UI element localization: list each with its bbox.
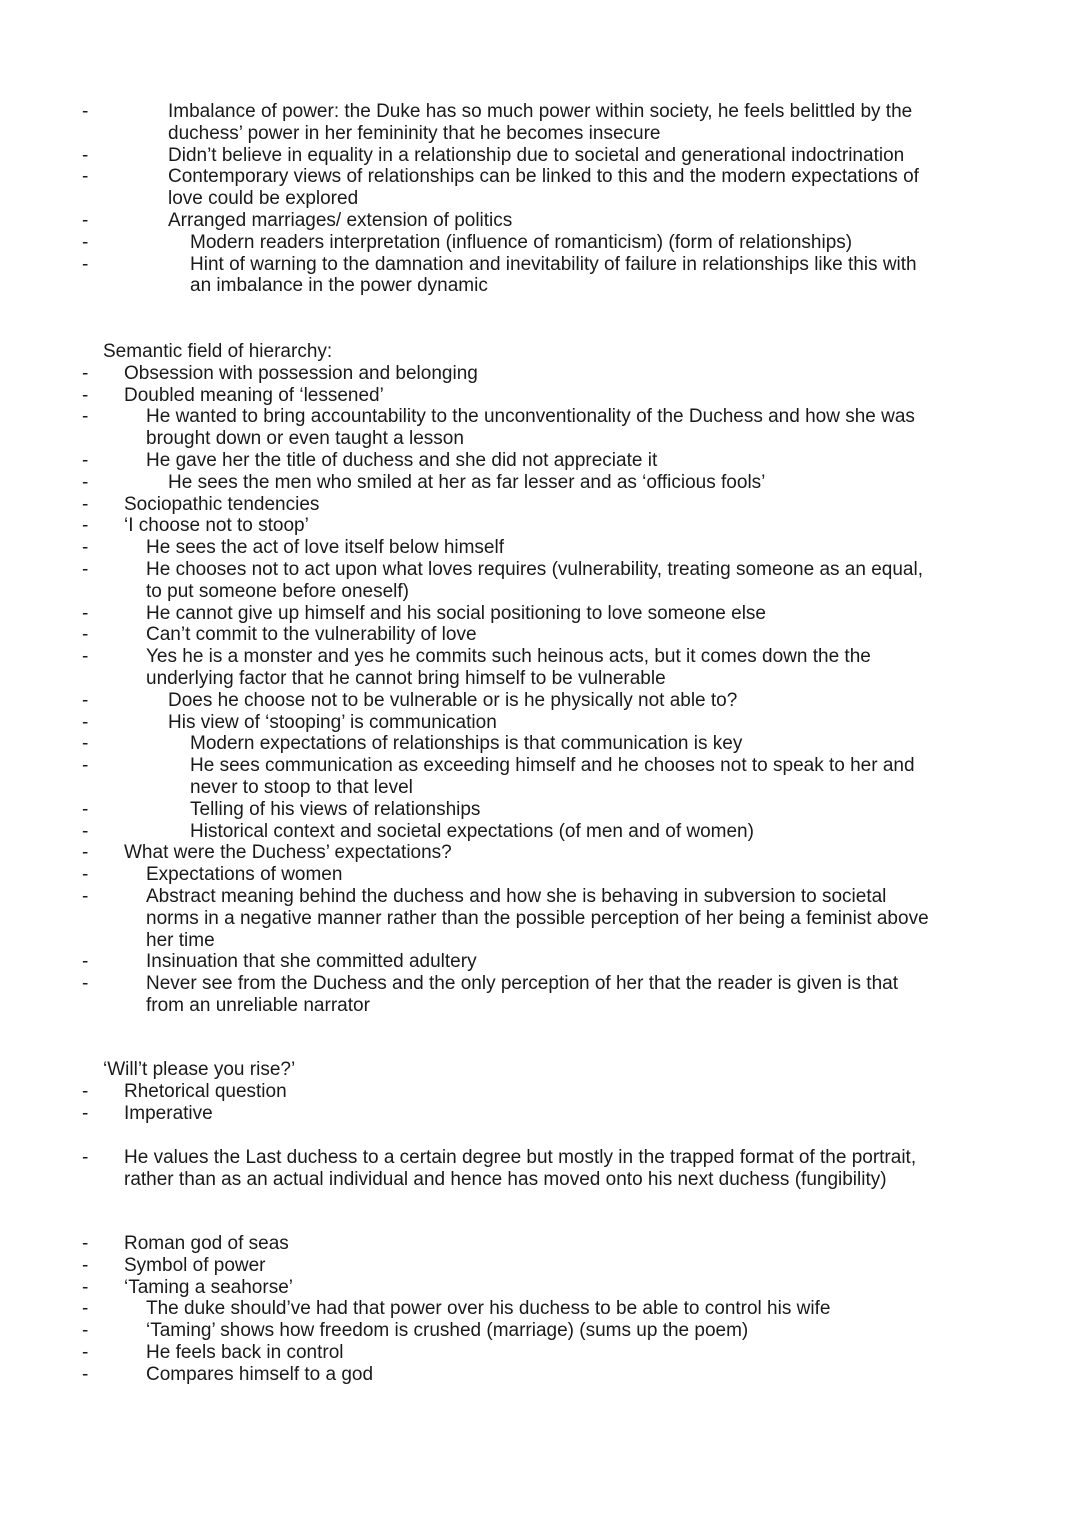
section-semantic-hierarchy [103, 341, 1003, 1017]
bullet-item: - Roman god of seas [103, 1233, 1003, 1255]
bullet-item: - Yes he is a monster and yes he commits such heinous acts, but it comes down the the [103, 646, 1003, 668]
bullet-item: - Obsession with possession and belonging [103, 363, 1003, 385]
bullet-item: - ‘I choose not to stoop’ [103, 515, 1003, 537]
bullet-continuation: her time [146, 929, 215, 951]
bullet-continuation: duchess’ power in her femininity that he becomes insecure [168, 122, 661, 144]
bullet-item: - Modern expectations of relationships is that communication is key [103, 733, 1003, 755]
section-heading: Semantic field of hierarchy: [103, 341, 333, 362]
bullet-item: - Imbalance of power: the Duke has so much power within society, he feels belittled by the [103, 101, 1003, 123]
section-duchess-value [103, 1147, 1003, 1191]
bullet-continuation: rather than as an actual individual and hence has moved onto his next duchess (fungibility) [124, 1168, 887, 1190]
bullet-item: - He feels back in control [103, 1342, 1003, 1364]
bullet-item: - Arranged marriages/ extension of politics [103, 210, 1003, 232]
bullet-item: - He sees communication as exceeding himself and he chooses not to speak to her and [103, 755, 1003, 777]
bullet-item: - Expectations of women [103, 864, 1003, 886]
bullet-item: - Does he choose not to be vulnerable or is he physically not able to? [103, 690, 1003, 712]
section-quote-rise [103, 1059, 1003, 1124]
bullet-item: - Abstract meaning behind the duchess and how she is behaving in subversion to societal [103, 886, 1003, 908]
bullet-item: - Symbol of power [103, 1255, 1003, 1277]
bullet-item: - The duke should’ve had that power over his duchess to be able to control his wife [103, 1298, 1003, 1320]
bullet-item: - He sees the act of love itself below himself [103, 537, 1003, 559]
bullet-item: - His view of ‘stooping’ is communication [103, 712, 1003, 734]
bullet-item: - Doubled meaning of ‘lessened’ [103, 385, 1003, 407]
bullet-item: - Imperative [103, 1103, 1003, 1125]
bullet-item: - Compares himself to a god [103, 1364, 1003, 1386]
bullet-continuation: never to stoop to that level [190, 776, 413, 798]
bullet-item: - What were the Duchess’ expectations? [103, 842, 1003, 864]
bullet-item: - Never see from the Duchess and the only perception of her that the reader is given is that [103, 973, 1003, 995]
section-neptune [103, 1233, 1003, 1386]
bullet-continuation: norms in a negative manner rather than the possible perception of her being a feminist above [146, 907, 929, 929]
bullet-continuation: love could be explored [168, 188, 359, 210]
section-power-lines [103, 101, 1003, 297]
bullet-item: - Historical context and societal expectations (of men and of women) [103, 821, 1003, 843]
bullet-continuation: from an unreliable narrator [146, 994, 370, 1016]
section-value-lines [103, 1147, 1003, 1191]
bullet-item: - Modern readers interpretation (influence of romanticism) (form of relationships) [103, 232, 1003, 254]
bullet-item: - Contemporary views of relationships can be linked to this and the modern expectations of [103, 166, 1003, 188]
bullet-item: - He chooses not to act upon what loves requires (vulnerability, treating someone as an equal, [103, 559, 1003, 581]
bullet-item: - Didn’t believe in equality in a relationship due to societal and generational indoctrination [103, 145, 1003, 167]
bullet-continuation: underlying factor that he cannot bring himself to be vulnerable [146, 667, 666, 689]
section-neptune-lines [103, 1233, 1003, 1386]
bullet-item: - He gave her the title of duchess and she did not appreciate it [103, 450, 1003, 472]
bullet-item: - He sees the men who smiled at her as far lesser and as ‘officious fools’ [103, 472, 1003, 494]
bullet-continuation: brought down or even taught a lesson [146, 428, 464, 450]
bullet-item: - Rhetorical question [103, 1081, 1003, 1103]
bullet-item: - Can’t commit to the vulnerability of love [103, 624, 1003, 646]
section-rise-lines [103, 1081, 1003, 1125]
bullet-item: - Hint of warning to the damnation and inevitability of failure in relationships like this with [103, 254, 1003, 276]
section-power-imbalance [103, 101, 1003, 297]
bullet-item: - ‘Taming’ shows how freedom is crushed (marriage) (sums up the poem) [103, 1320, 1003, 1342]
bullet-item: - He cannot give up himself and his social positioning to love someone else [103, 603, 1003, 625]
bullet-continuation: to put someone before oneself) [146, 580, 410, 602]
bullet-item: - Telling of his views of relationships [103, 799, 1003, 821]
bullet-continuation: an imbalance in the power dynamic [190, 275, 488, 297]
bullet-item: - ‘Taming a seahorse’ [103, 1277, 1003, 1299]
bullet-item: - Insinuation that she committed adultery [103, 951, 1003, 973]
section-heading: ‘Will’t please you rise?’ [103, 1059, 296, 1080]
bullet-item: - He values the Last duchess to a certain degree but mostly in the trapped format of the portrait, [103, 1147, 1003, 1169]
bullet-item: - Sociopathic tendencies [103, 494, 1003, 516]
bullet-item: - He wanted to bring accountability to the unconventionality of the Duchess and how she was [103, 406, 1003, 428]
section-hierarchy-lines [103, 363, 1003, 1017]
